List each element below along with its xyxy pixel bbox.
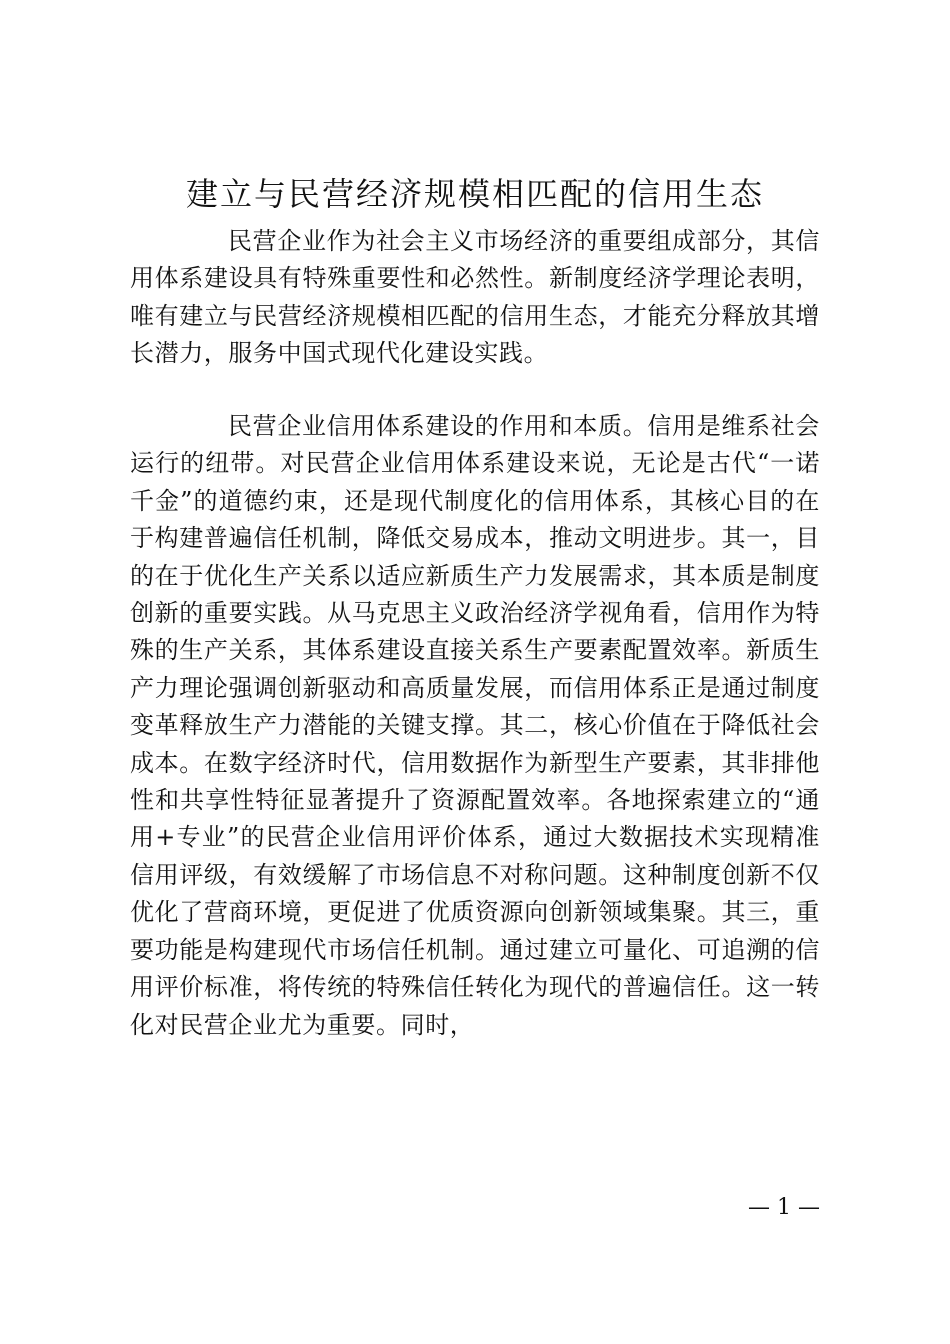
body-paragraph-2: 民营企业信用体系建设的作用和本质。信用是维系社会运行的纽带。对民营企业信用体系建设来说，无论是古代“一诺千金”的道德约束，还是现代制度化的信用体系，其核心目的在于构建普遍信任机制，降低交易成本，推动文明进步。其一，目的在于优化生产关系以适应新质生产力发展需求，其本质是制度创新的重要实践。从马克思主义政治经济学视角看，信用作为特殊的生产关系，其体系建设直接关系生产要素配置效率。新质生产力理论强调创新驱动和高质量发展，而信用体系正是通过制度变革释放生产力潜能的关键支撑。其二，核心价值在于降低社会成本。在数字经济时代，信用数据作为新型生产要素，其非排他性和共享性特征显著提升了资源配置效率。各地探索建立的“通用+专业”的民营企业信用评价体系，通过大数据技术实现精准信用评级，有效缓解了市场信息不对称问题。这种制度创新不仅优化了营商环境，更促进了优质资源向创新领域集聚。其三，重要功能是构建现代市场信任机制。通过建立可量化、可追溯的信用评价标准，将传统的特殊信任转化为现代的普遍信任。这一转化对民营企业尤为重要。同时，: [130, 412, 820, 1039]
body-paragraph-1: 民营企业作为社会主义市场经济的重要组成部分，其信用体系建设具有特殊重要性和必然性。新制度经济学理论表明，唯有建立与民营经济规模相匹配的信用生态，才能充分释放其增长潜力，服务中国式现代化建设实践。: [130, 227, 820, 368]
document-title: 建立与民营经济规模相匹配的信用生态: [185, 175, 764, 213]
page-number: — 1 —: [748, 1195, 820, 1220]
